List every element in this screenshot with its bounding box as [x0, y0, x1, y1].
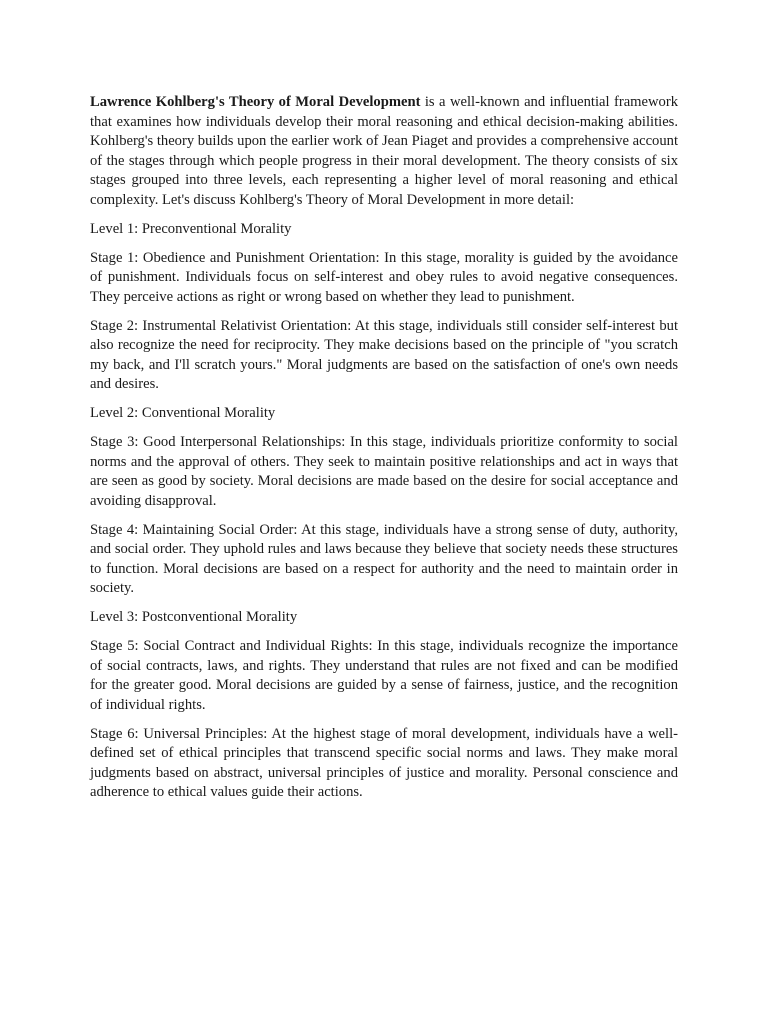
document-page: [90, 93, 678, 812]
intro-lead: Lawrence Kohlberg's Theory of Moral Development: [90, 94, 421, 110]
stage-2-paragraph: Stage 2: Instrumental Relativist Orientation: At this stage, individuals still consider self-interest but also recognize the need for reciprocity. They make decisions based on the principle of "you scratch my back, and I'll scratch yours." Moral judgments are based on the satisfaction of one's own needs and desires.: [90, 317, 678, 392]
level-2-heading: Level 2: Conventional Morality: [90, 405, 276, 421]
level-3-heading: Level 3: Postconventional Morality: [90, 609, 298, 625]
intro-body: is a well-known and influential framework that examines how individuals develop their moral reasoning and ethical decision-making abilities. Kohlberg's theory builds upon the earlier work of Jean Piaget and provides a comprehensive account of the stages through which people progress in their moral development. The theory consists of six stages grouped into three levels, each representing a higher level of moral reasoning and ethical complexity. Let's discuss Kohlberg's Theory of Moral Development in more detail:: [90, 94, 678, 208]
stage-6-paragraph: Stage 6: Universal Principles: At the highest stage of moral development, individuals have a well-defined set of ethical principles that transcend specific social norms and laws. They make moral judgments based on abstract, universal principles of justice and morality. Personal conscience and adherence to ethical values guide their actions.: [90, 725, 678, 800]
stage-5-paragraph: Stage 5: Social Contract and Individual Rights: In this stage, individuals recognize the importance of social contracts, laws, and rights. They understand that rules are not fixed and can be modified for the greater good. Moral decisions are guided by a sense of fairness, justice, and the recognition of individual rights.: [90, 638, 678, 713]
stage-1-paragraph: Stage 1: Obedience and Punishment Orientation: In this stage, morality is guided by the avoidance of punishment. Individuals focus on self-interest and obey rules to avoid negative consequences. They perceive actions as right or wrong based on whether they lead to punishment.: [90, 249, 678, 305]
stage-4-paragraph: Stage 4: Maintaining Social Order: At this stage, individuals have a strong sense of duty, authority, and social order. They uphold rules and laws because they believe that society needs these structures to function. Moral decisions are based on a respect for authority and the need to maintain order in society.: [90, 521, 678, 596]
level-1-heading: Level 1: Preconventional Morality: [90, 220, 292, 237]
stage-3-paragraph: Stage 3: Good Interpersonal Relationships: In this stage, individuals prioritize conformity to social norms and the approval of others. They seek to maintain positive relationships and act in ways that are seen as good by society. Moral decisions are made based on the desire for social acceptance and avoiding disapproval.: [90, 434, 678, 509]
intro-paragraph: [90, 93, 678, 210]
